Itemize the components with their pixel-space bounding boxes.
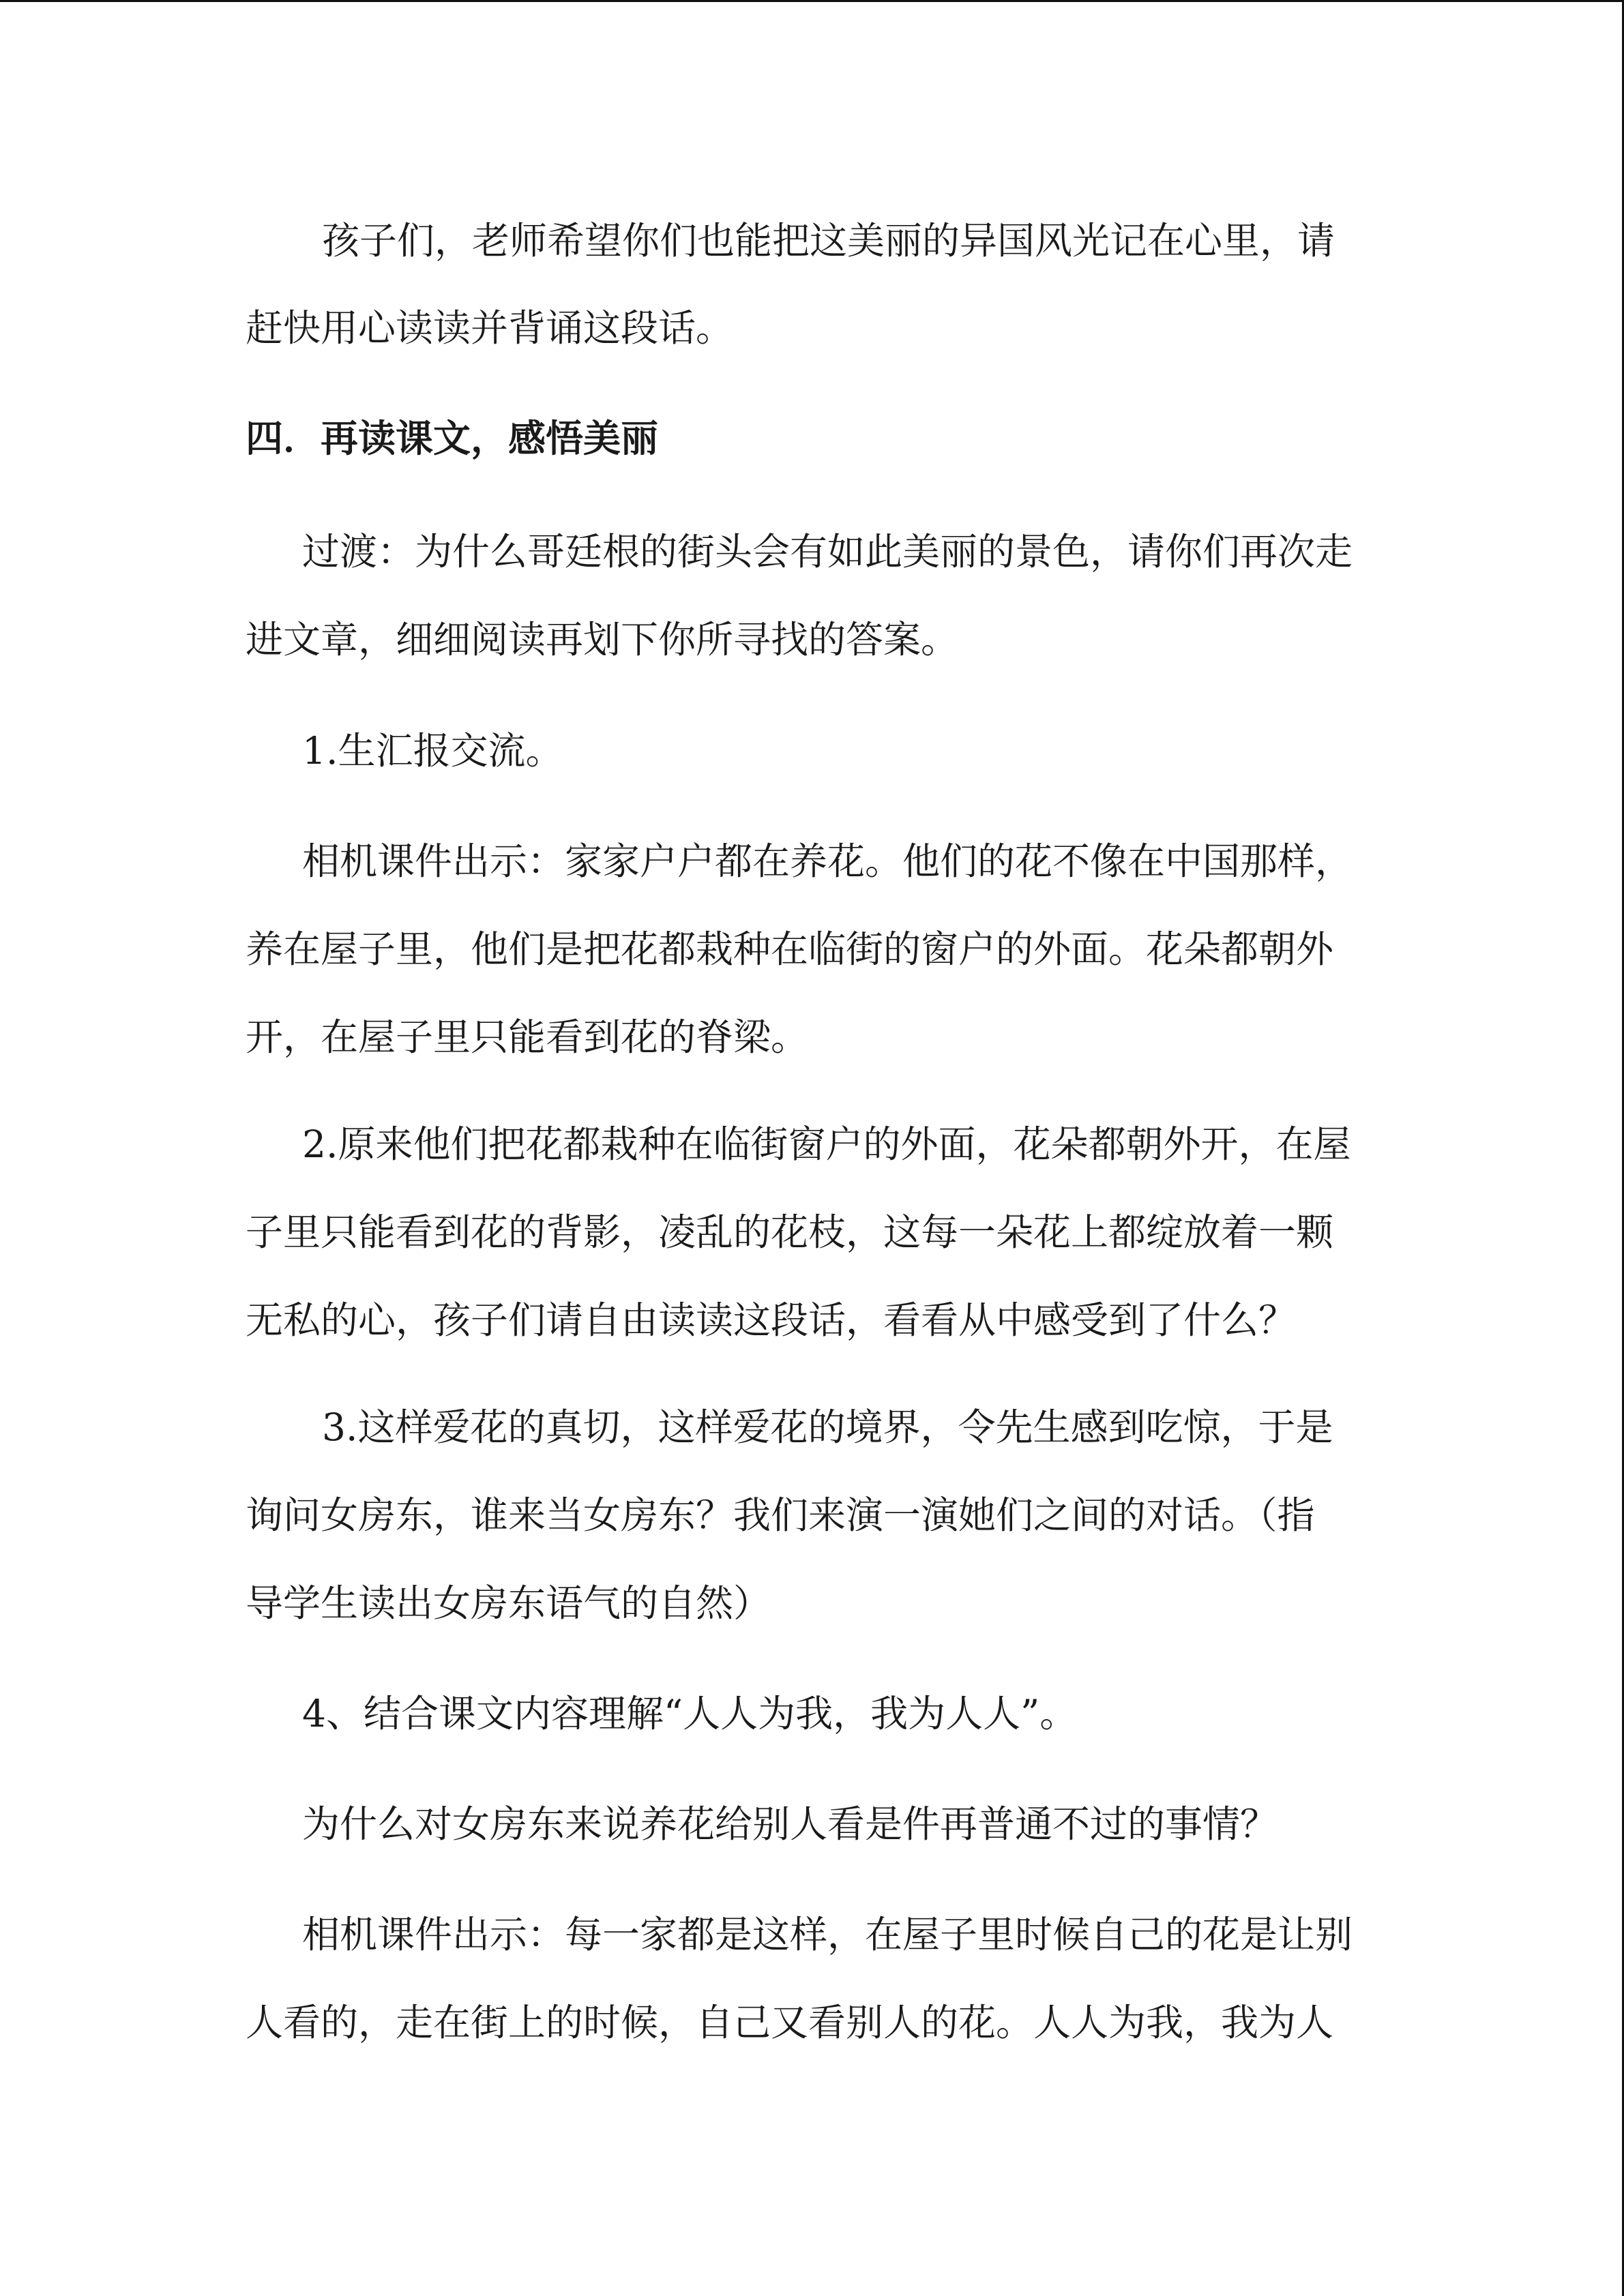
- text-line: 无私的心，孩子们请自由读读这段话，看看从中感受到了什么？: [246, 1298, 1297, 1342]
- text-line: 养在屋子里，他们是把花都栽种在临街的窗户的外面。花朵都朝外: [246, 927, 1334, 971]
- text-line: 赶快用心读读并背诵这段话。: [246, 306, 734, 350]
- text-line: 2.原来他们把花都栽种在临街窗户的外面，花朵都朝外开，在屋: [302, 1122, 1351, 1166]
- text-line: 为什么对女房东来说养花给别人看是件再普通不过的事情？: [302, 1802, 1278, 1846]
- text-line: 询问女房东，谁来当女房东？我们来演一演她们之间的对话。（指: [246, 1493, 1315, 1537]
- section-heading: 四．再读课文，感悟美丽: [246, 417, 659, 460]
- text-line: 子里只能看到花的背影，凌乱的花枝，这每一朵花上都绽放着一颗: [246, 1210, 1334, 1254]
- text-line: 1.生汇报交流。: [302, 729, 563, 773]
- text-line: 进文章，细细阅读再划下你所寻找的答案。: [246, 618, 959, 661]
- text-line: 导学生读出女房东语气的自然）: [246, 1581, 771, 1625]
- text-line: 开，在屋子里只能看到花的脊梁。: [246, 1015, 809, 1059]
- text-line: 3.这样爱花的真切，这样爱花的境界，令先生感到吃惊，于是: [322, 1405, 1333, 1449]
- text-line: 4、结合课文内容理解“人人为我，我为人人”。: [302, 1692, 1078, 1735]
- text-line: 人看的，走在街上的时候，自己又看别人的花。人人为我，我为人: [246, 2001, 1334, 2044]
- text-line: 过渡：为什么哥廷根的街头会有如此美丽的景色，请你们再次走: [302, 530, 1353, 573]
- text-line: 孩子们，老师希望你们也能把这美丽的异国风光记在心里，请: [322, 219, 1335, 263]
- text-line: 相机课件出示：每一家都是这样，在屋子里时候自己的花是让别: [302, 1913, 1353, 1956]
- text-line: 相机课件出示：家家户户都在养花。他们的花不像在中国那样，: [302, 839, 1353, 883]
